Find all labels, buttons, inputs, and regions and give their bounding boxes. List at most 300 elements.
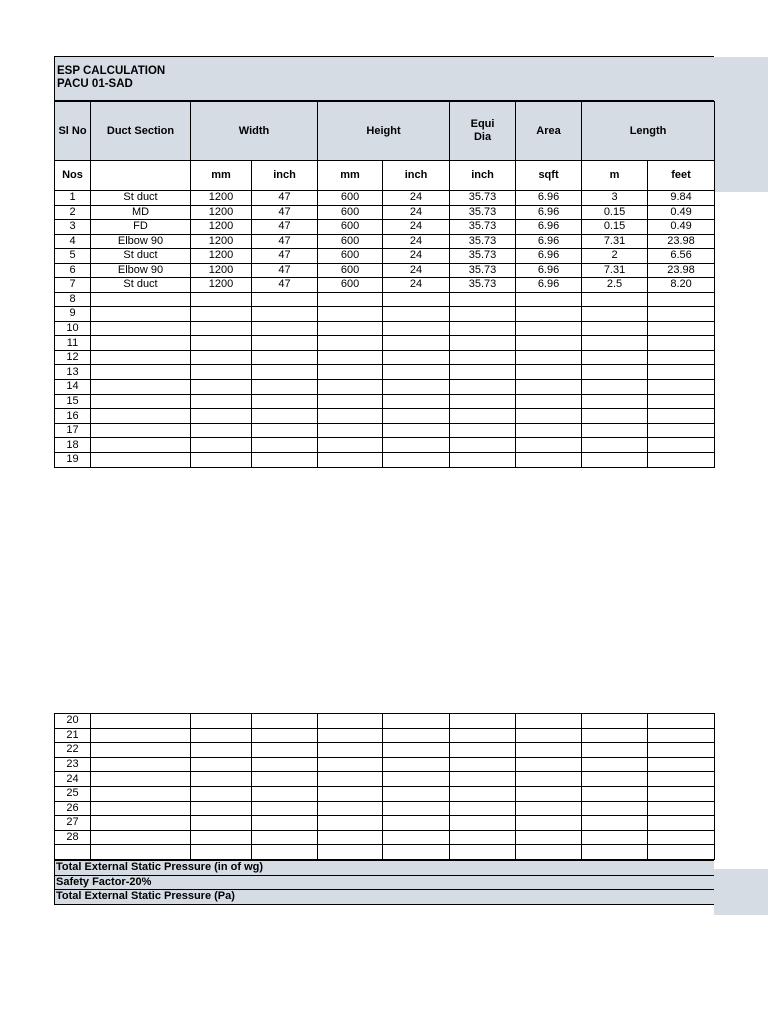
table-cell bbox=[252, 336, 318, 351]
header-shade-band bbox=[714, 57, 768, 192]
table-cell bbox=[191, 801, 252, 816]
table-cell bbox=[252, 394, 318, 409]
table-cell bbox=[383, 292, 450, 307]
table-cell bbox=[383, 350, 450, 365]
table-cell bbox=[450, 816, 516, 831]
table-cell bbox=[318, 423, 383, 438]
table-row bbox=[55, 307, 715, 322]
table-cell bbox=[582, 336, 648, 351]
table-cell: 28 bbox=[55, 830, 91, 845]
table-cell bbox=[191, 728, 252, 743]
table-cell bbox=[450, 453, 516, 468]
table-cell bbox=[648, 757, 715, 772]
table-cell bbox=[450, 365, 516, 380]
table-cell bbox=[383, 786, 450, 801]
table-cell: 35.73 bbox=[450, 220, 516, 235]
table-cell bbox=[318, 321, 383, 336]
header-equi-dia: Equi Dia bbox=[450, 102, 516, 161]
table-cell bbox=[516, 409, 582, 424]
table-cell bbox=[383, 772, 450, 787]
table-cell bbox=[648, 423, 715, 438]
table-cell: 24 bbox=[383, 263, 450, 278]
table-cell bbox=[516, 336, 582, 351]
table-row bbox=[55, 409, 715, 424]
table-cell: 6.96 bbox=[516, 234, 582, 249]
table-cell: 19 bbox=[55, 453, 91, 468]
table-cell: 35.73 bbox=[450, 191, 516, 206]
table-cell: 3 bbox=[582, 191, 648, 206]
table-cell: 35.73 bbox=[450, 205, 516, 220]
table-cell bbox=[191, 743, 252, 758]
header-length: Length bbox=[582, 102, 715, 161]
table-cell bbox=[383, 394, 450, 409]
table-cell bbox=[648, 409, 715, 424]
table-cell: 47 bbox=[252, 220, 318, 235]
table-cell: 5 bbox=[55, 249, 91, 264]
table-cell bbox=[191, 772, 252, 787]
table-cell bbox=[191, 816, 252, 831]
table-cell bbox=[318, 786, 383, 801]
header-duct-section: Duct Section bbox=[91, 102, 191, 161]
table-cell: 35.73 bbox=[450, 278, 516, 293]
table-cell bbox=[582, 307, 648, 322]
table-cell bbox=[91, 423, 191, 438]
table-cell bbox=[252, 409, 318, 424]
table-row bbox=[55, 743, 715, 758]
table-cell: 0.49 bbox=[648, 205, 715, 220]
table-cell bbox=[516, 845, 582, 860]
table-cell bbox=[582, 438, 648, 453]
table-cell bbox=[516, 292, 582, 307]
table-cell: 6.96 bbox=[516, 263, 582, 278]
table-cell: 24 bbox=[383, 249, 450, 264]
table-cell bbox=[91, 801, 191, 816]
table-cell bbox=[516, 786, 582, 801]
title-line-1: ESP CALCULATION bbox=[57, 65, 166, 77]
table-cell bbox=[582, 321, 648, 336]
unit-cell: mm bbox=[318, 161, 383, 191]
table-cell bbox=[516, 728, 582, 743]
table-cell bbox=[383, 336, 450, 351]
table-cell bbox=[516, 714, 582, 729]
table-cell bbox=[252, 307, 318, 322]
table-row bbox=[55, 191, 715, 206]
table-cell bbox=[318, 380, 383, 395]
table-cell bbox=[383, 728, 450, 743]
table-cell bbox=[91, 830, 191, 845]
table-cell bbox=[252, 801, 318, 816]
table-cell bbox=[318, 453, 383, 468]
table-cell: 6.96 bbox=[516, 220, 582, 235]
table-cell: 25 bbox=[55, 786, 91, 801]
table-cell bbox=[318, 409, 383, 424]
table-cell bbox=[91, 350, 191, 365]
table-cell bbox=[252, 772, 318, 787]
table-cell: 24 bbox=[383, 234, 450, 249]
table-cell bbox=[648, 321, 715, 336]
table-cell bbox=[91, 409, 191, 424]
table-cell bbox=[91, 728, 191, 743]
table-cell bbox=[318, 830, 383, 845]
table-cell: 20 bbox=[55, 714, 91, 729]
table-cell bbox=[318, 772, 383, 787]
header-sl-no: Sl No bbox=[55, 102, 91, 161]
table-cell bbox=[516, 423, 582, 438]
table-cell bbox=[91, 307, 191, 322]
table-cell bbox=[450, 438, 516, 453]
table-cell bbox=[252, 816, 318, 831]
table-cell: 6.96 bbox=[516, 205, 582, 220]
table-cell: 6.56 bbox=[648, 249, 715, 264]
table-cell bbox=[450, 728, 516, 743]
table-cell: 2.5 bbox=[582, 278, 648, 293]
table-cell bbox=[648, 743, 715, 758]
table-cell bbox=[450, 743, 516, 758]
table-cell bbox=[450, 380, 516, 395]
table-cell: 0.49 bbox=[648, 220, 715, 235]
table-cell bbox=[516, 801, 582, 816]
table-cell: Elbow 90 bbox=[91, 234, 191, 249]
unit-cell: feet bbox=[648, 161, 715, 191]
table-cell: 1200 bbox=[191, 249, 252, 264]
table-cell bbox=[516, 307, 582, 322]
table-row bbox=[55, 757, 715, 772]
table-cell: 6 bbox=[55, 263, 91, 278]
table-cell bbox=[55, 845, 91, 860]
table-cell: 1200 bbox=[191, 220, 252, 235]
table-row bbox=[55, 292, 715, 307]
table-cell: 13 bbox=[55, 365, 91, 380]
column-header-row bbox=[55, 102, 715, 161]
table-cell bbox=[582, 772, 648, 787]
table-cell bbox=[252, 743, 318, 758]
table-cell bbox=[318, 743, 383, 758]
table-row bbox=[55, 205, 715, 220]
table-cell bbox=[582, 845, 648, 860]
table-cell bbox=[91, 743, 191, 758]
table-cell bbox=[582, 830, 648, 845]
table-cell: 24 bbox=[55, 772, 91, 787]
table-row bbox=[55, 453, 715, 468]
table-cell bbox=[318, 292, 383, 307]
table-cell bbox=[648, 438, 715, 453]
table-cell bbox=[91, 757, 191, 772]
table-cell: 14 bbox=[55, 380, 91, 395]
table-cell bbox=[318, 307, 383, 322]
table-cell: 2 bbox=[55, 205, 91, 220]
table-cell bbox=[91, 380, 191, 395]
table-row bbox=[55, 336, 715, 351]
table-cell: 10 bbox=[55, 321, 91, 336]
table-cell bbox=[450, 307, 516, 322]
unit-cell bbox=[91, 161, 191, 191]
table-cell bbox=[383, 714, 450, 729]
table-cell bbox=[383, 816, 450, 831]
table-cell bbox=[648, 394, 715, 409]
table-cell: 35.73 bbox=[450, 234, 516, 249]
table-cell bbox=[450, 772, 516, 787]
table-cell bbox=[252, 845, 318, 860]
table-cell bbox=[648, 292, 715, 307]
table-cell: 600 bbox=[318, 263, 383, 278]
table-cell bbox=[383, 365, 450, 380]
total-row bbox=[55, 890, 715, 905]
table-cell bbox=[516, 757, 582, 772]
table-cell bbox=[318, 394, 383, 409]
sheet-title bbox=[54, 56, 714, 101]
esp-table-continued bbox=[54, 713, 715, 860]
table-cell bbox=[648, 816, 715, 831]
table-cell: 1200 bbox=[191, 234, 252, 249]
table-cell bbox=[450, 845, 516, 860]
table-cell: 600 bbox=[318, 249, 383, 264]
table-cell bbox=[91, 845, 191, 860]
table-cell: 26 bbox=[55, 801, 91, 816]
table-cell bbox=[516, 816, 582, 831]
table-cell bbox=[450, 830, 516, 845]
table-cell bbox=[516, 394, 582, 409]
esp-sheet-upper bbox=[54, 56, 714, 468]
units-row bbox=[55, 161, 715, 191]
table-cell bbox=[516, 321, 582, 336]
table-cell bbox=[582, 453, 648, 468]
table-cell bbox=[191, 830, 252, 845]
table-cell: 11 bbox=[55, 336, 91, 351]
unit-cell: m bbox=[582, 161, 648, 191]
table-cell bbox=[318, 845, 383, 860]
table-cell: 15 bbox=[55, 394, 91, 409]
table-cell bbox=[582, 292, 648, 307]
table-cell bbox=[191, 380, 252, 395]
table-cell bbox=[450, 336, 516, 351]
table-cell bbox=[648, 830, 715, 845]
table-cell: 1200 bbox=[191, 191, 252, 206]
table-cell bbox=[648, 801, 715, 816]
table-cell bbox=[91, 438, 191, 453]
table-cell: 8 bbox=[55, 292, 91, 307]
table-cell bbox=[191, 757, 252, 772]
table-cell bbox=[91, 321, 191, 336]
table-cell bbox=[91, 453, 191, 468]
table-cell: 16 bbox=[55, 409, 91, 424]
table-cell bbox=[516, 772, 582, 787]
table-cell bbox=[383, 307, 450, 322]
table-cell bbox=[383, 380, 450, 395]
esp-table bbox=[54, 101, 715, 468]
table-cell bbox=[252, 728, 318, 743]
table-cell bbox=[91, 714, 191, 729]
table-cell: 2 bbox=[582, 249, 648, 264]
table-cell bbox=[450, 801, 516, 816]
table-cell bbox=[582, 423, 648, 438]
table-cell bbox=[191, 292, 252, 307]
table-row bbox=[55, 728, 715, 743]
table-cell bbox=[252, 786, 318, 801]
table-cell bbox=[383, 845, 450, 860]
table-cell: 47 bbox=[252, 234, 318, 249]
table-cell bbox=[450, 394, 516, 409]
table-cell: 7.31 bbox=[582, 263, 648, 278]
table-cell: 0.15 bbox=[582, 220, 648, 235]
table-cell bbox=[91, 816, 191, 831]
table-cell: 17 bbox=[55, 423, 91, 438]
table-cell: 9.84 bbox=[648, 191, 715, 206]
table-cell bbox=[450, 292, 516, 307]
table-cell bbox=[191, 321, 252, 336]
table-cell bbox=[648, 728, 715, 743]
unit-cell: inch bbox=[450, 161, 516, 191]
table-cell: 7 bbox=[55, 278, 91, 293]
table-cell bbox=[383, 801, 450, 816]
table-row bbox=[55, 249, 715, 264]
total-row bbox=[55, 875, 715, 890]
table-cell bbox=[383, 830, 450, 845]
table-cell bbox=[582, 786, 648, 801]
table-row bbox=[55, 263, 715, 278]
table-cell bbox=[191, 336, 252, 351]
table-cell bbox=[516, 453, 582, 468]
table-cell: 600 bbox=[318, 234, 383, 249]
table-cell: 6.96 bbox=[516, 278, 582, 293]
table-row bbox=[55, 278, 715, 293]
table-cell bbox=[383, 453, 450, 468]
table-cell bbox=[252, 453, 318, 468]
table-cell: 47 bbox=[252, 205, 318, 220]
table-row bbox=[55, 772, 715, 787]
total-label: Safety Factor-20% bbox=[55, 875, 715, 890]
table-cell bbox=[648, 365, 715, 380]
table-cell: 600 bbox=[318, 205, 383, 220]
table-cell bbox=[252, 438, 318, 453]
table-cell bbox=[516, 438, 582, 453]
table-cell bbox=[582, 757, 648, 772]
table-row bbox=[55, 350, 715, 365]
table-cell: 24 bbox=[383, 191, 450, 206]
table-cell bbox=[318, 714, 383, 729]
table-cell: 24 bbox=[383, 205, 450, 220]
table-cell bbox=[191, 409, 252, 424]
table-cell bbox=[516, 830, 582, 845]
table-cell: 600 bbox=[318, 191, 383, 206]
table-cell: 1200 bbox=[191, 278, 252, 293]
table-row bbox=[55, 220, 715, 235]
header-width: Width bbox=[191, 102, 318, 161]
unit-cell: mm bbox=[191, 161, 252, 191]
table-cell bbox=[91, 786, 191, 801]
table-cell bbox=[648, 336, 715, 351]
table-cell bbox=[191, 350, 252, 365]
table-row bbox=[55, 786, 715, 801]
table-cell bbox=[91, 336, 191, 351]
table-cell bbox=[582, 409, 648, 424]
table-cell: 27 bbox=[55, 816, 91, 831]
table-cell bbox=[648, 845, 715, 860]
table-cell bbox=[450, 423, 516, 438]
table-cell bbox=[191, 394, 252, 409]
table-row bbox=[55, 234, 715, 249]
table-cell bbox=[318, 801, 383, 816]
table-cell: 23.98 bbox=[648, 234, 715, 249]
table-cell bbox=[383, 743, 450, 758]
table-cell bbox=[450, 786, 516, 801]
table-cell: 7.31 bbox=[582, 234, 648, 249]
table-row bbox=[55, 394, 715, 409]
table-row bbox=[55, 714, 715, 729]
table-cell bbox=[91, 772, 191, 787]
table-cell bbox=[582, 365, 648, 380]
esp-sheet-lower bbox=[54, 713, 714, 905]
total-row bbox=[55, 860, 715, 875]
table-cell bbox=[191, 438, 252, 453]
table-cell: 23.98 bbox=[648, 263, 715, 278]
table-cell bbox=[318, 757, 383, 772]
table-cell bbox=[648, 453, 715, 468]
table-cell: 1 bbox=[55, 191, 91, 206]
table-row bbox=[55, 438, 715, 453]
unit-cell: inch bbox=[383, 161, 450, 191]
table-cell: 23 bbox=[55, 757, 91, 772]
table-cell: 600 bbox=[318, 278, 383, 293]
table-cell bbox=[383, 757, 450, 772]
table-cell bbox=[648, 786, 715, 801]
table-row bbox=[55, 423, 715, 438]
table-cell bbox=[450, 350, 516, 365]
table-cell: 600 bbox=[318, 220, 383, 235]
table-row bbox=[55, 321, 715, 336]
table-cell: 47 bbox=[252, 263, 318, 278]
table-row bbox=[55, 801, 715, 816]
table-cell: 18 bbox=[55, 438, 91, 453]
header-height: Height bbox=[318, 102, 450, 161]
table-cell bbox=[252, 292, 318, 307]
table-row bbox=[55, 845, 715, 860]
table-cell: 24 bbox=[383, 278, 450, 293]
table-cell bbox=[318, 336, 383, 351]
table-cell bbox=[582, 380, 648, 395]
table-cell bbox=[582, 816, 648, 831]
table-cell bbox=[191, 307, 252, 322]
totals-shade-band bbox=[714, 869, 768, 915]
table-cell bbox=[252, 321, 318, 336]
table-cell bbox=[383, 438, 450, 453]
table-cell: 47 bbox=[252, 249, 318, 264]
table-row bbox=[55, 816, 715, 831]
table-cell: 6.96 bbox=[516, 191, 582, 206]
table-cell: St duct bbox=[91, 191, 191, 206]
unit-cell: Nos bbox=[55, 161, 91, 191]
table-cell bbox=[516, 380, 582, 395]
table-cell: 22 bbox=[55, 743, 91, 758]
table-cell bbox=[582, 801, 648, 816]
table-cell: 21 bbox=[55, 728, 91, 743]
table-cell bbox=[450, 409, 516, 424]
table-cell bbox=[383, 321, 450, 336]
table-cell bbox=[582, 394, 648, 409]
table-row bbox=[55, 380, 715, 395]
unit-cell: inch bbox=[252, 161, 318, 191]
table-cell: St duct bbox=[91, 278, 191, 293]
table-cell bbox=[582, 714, 648, 729]
table-cell: 3 bbox=[55, 220, 91, 235]
table-cell: 1200 bbox=[191, 205, 252, 220]
table-cell: MD bbox=[91, 205, 191, 220]
table-cell bbox=[191, 714, 252, 729]
table-cell bbox=[252, 365, 318, 380]
table-cell bbox=[91, 365, 191, 380]
table-cell: 47 bbox=[252, 278, 318, 293]
table-cell: 12 bbox=[55, 350, 91, 365]
header-area: Area bbox=[516, 102, 582, 161]
